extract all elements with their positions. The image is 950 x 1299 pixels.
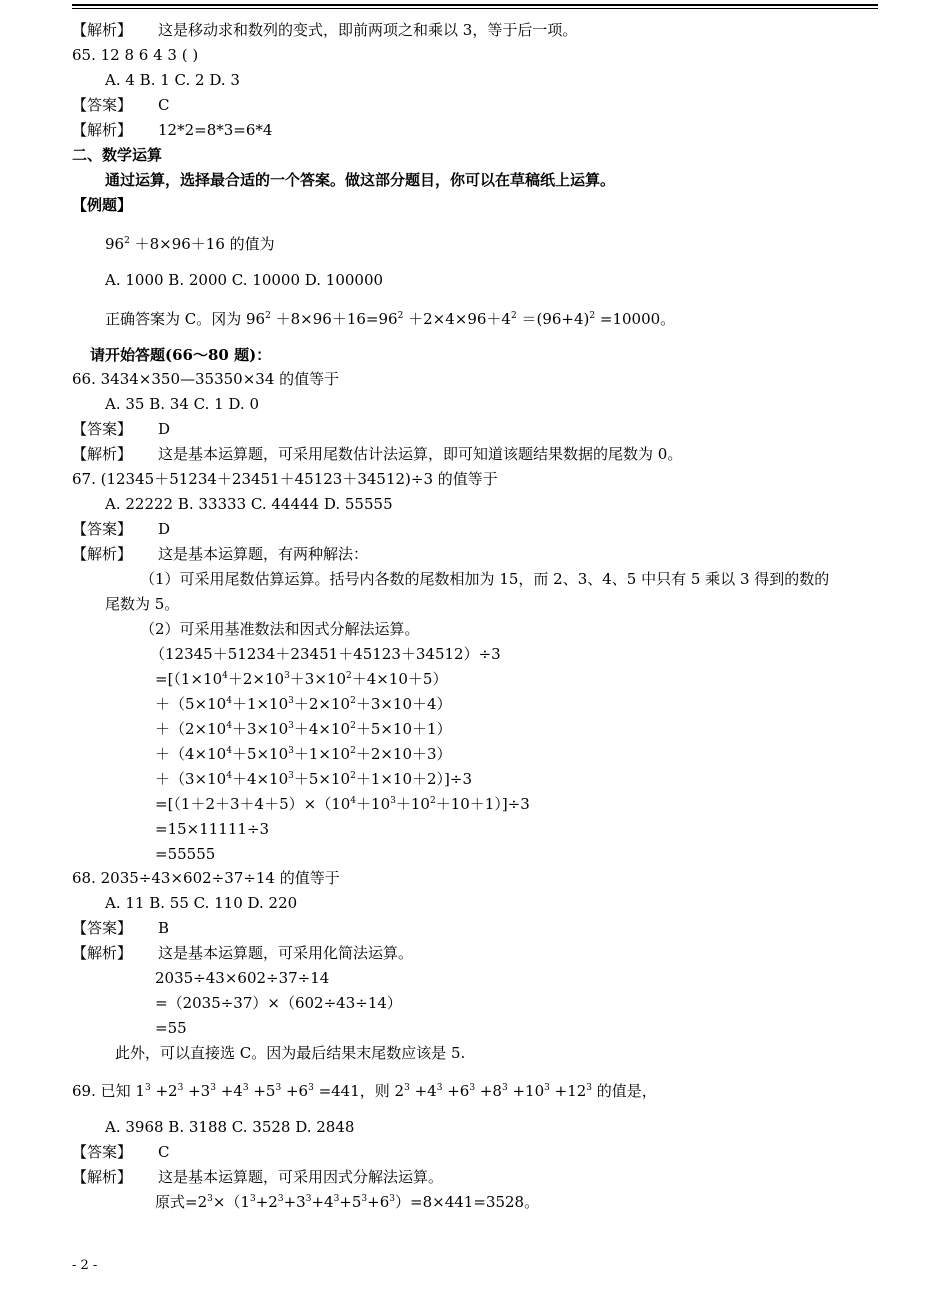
section-title: 二、数学运算 xyxy=(72,146,163,164)
answer-value: D xyxy=(158,520,171,538)
question-68: 68. 2035÷43×602÷37÷14 的值等于 xyxy=(72,869,340,887)
answer-tag: 【答案】 xyxy=(72,1143,133,1161)
analysis-tag: 【解析】 xyxy=(72,445,133,463)
analysis-text: 这是基本运算题，可采用化简法运算。 xyxy=(158,944,414,962)
answer-65 xyxy=(72,95,169,115)
answer-value: C xyxy=(158,96,170,114)
example-answer-p5: =10000。 xyxy=(599,310,676,328)
analysis-65 xyxy=(72,120,272,140)
analysis-text: 这是移动求和数列的变式，即前两项之和乘以 3，等于后一项。 xyxy=(158,21,578,39)
analysis-text: 这是基本运算题，可采用因式分解法运算。 xyxy=(158,1168,444,1186)
options-67: A. 22222 B. 33333 C. 44444 D. 55555 xyxy=(105,495,393,513)
analysis-69 xyxy=(72,1167,443,1187)
question-65: 65. 12 8 6 4 3 ( ) xyxy=(72,46,199,64)
answer-66 xyxy=(72,419,170,439)
header-rule-thin xyxy=(72,8,878,9)
analysis-tag: 【解析】 xyxy=(72,944,133,962)
calc68-note: 此外，可以直接选 C。因为最后结果末尾数应该是 5. xyxy=(115,1044,466,1062)
analysis-64 xyxy=(72,20,577,40)
header-rule-thick xyxy=(72,4,878,6)
answer-67 xyxy=(72,519,170,539)
section-desc: 通过运算，选择最合适的一个答案。做这部分题目，你可以在草稿纸上运算。 xyxy=(105,171,616,189)
analysis-text: 这是基本运算题，有两种解法： xyxy=(158,545,369,563)
analysis-tag: 【解析】 xyxy=(72,121,133,139)
question-66: 66. 3434×350—35350×34 的值等于 xyxy=(72,370,340,388)
calc68-line-3: =55 xyxy=(155,1019,187,1037)
example-answer: 正确答案为 C。冈为 $96^2 +8\times 96+16=96^2 +2\times 4\times 96+4^2 =(96+4)^2 =10000$。 xyxy=(105,310,676,328)
calc-line-3: $+(5\times 10^4+1\times 10^3+2\times 10^2+3\times 10+4)$ xyxy=(155,695,452,713)
analysis-66 xyxy=(72,444,682,464)
start-prompt: 请开始答题(66～80 题)： xyxy=(90,346,272,364)
example-question-rest: ＋8×96＋16 的值为 xyxy=(134,235,275,253)
calc-line-9: =55555 xyxy=(155,845,216,863)
answer-value: C xyxy=(158,1143,170,1161)
options-66: A. 35 B. 34 C. 1 D. 0 xyxy=(105,395,259,413)
calc-line-7: $=[(1+2+3+4+5)\times(10^4+10^3+10^2+10+1)]\div 3$ xyxy=(155,795,530,813)
example-question: $96^2 +8\times 96+16$ 的值为 xyxy=(105,235,275,253)
example-answer-p2: ＋8×96＋16=96 xyxy=(275,310,398,328)
example-answer-p4: ＝(96+4) xyxy=(521,310,590,328)
example-question-base: 96 xyxy=(105,235,125,253)
analysis-text: 12*2=8*3=6*4 xyxy=(158,121,273,139)
analysis-tag: 【解析】 xyxy=(72,1168,133,1186)
options-68: A. 11 B. 55 C. 110 D. 220 xyxy=(105,894,298,912)
options-65: A. 4 B. 1 C. 2 D. 3 xyxy=(105,71,240,89)
calc-line-5: $+(4\times 10^4+5\times 10^3+1\times 10^2+2\times 10+3)$ xyxy=(155,745,452,763)
answer-value: D xyxy=(158,420,171,438)
calc-line-4: $+(2\times 10^4+3\times 10^3+4\times 10^2+5\times 10+1)$ xyxy=(155,720,452,738)
calc-line-2: $=[(1\times 10^4+2\times 10^3+3\times 10^2+4\times 10+5)$ xyxy=(155,670,448,688)
analysis-67 xyxy=(72,544,368,564)
analysis-text: 这是基本运算题，可采用尾数估计法运算，即可知道该题结果数据的尾数为 0。 xyxy=(158,445,683,463)
analysis-tag: 【解析】 xyxy=(72,545,133,563)
answer-tag: 【答案】 xyxy=(72,520,133,538)
calc-line-1: （12345＋51234＋23451＋45123＋34512）÷3 xyxy=(150,645,501,663)
example-options: A. 1000 B. 2000 C. 10000 D. 100000 xyxy=(105,271,384,289)
method-2: （2）可采用基准数法和因式分解法运算。 xyxy=(140,620,420,638)
analysis-tag: 【解析】 xyxy=(72,21,133,39)
answer-tag: 【答案】 xyxy=(72,919,133,937)
question-67: 67. (12345＋51234＋23451＋45123＋34512)÷3 的值等于 xyxy=(72,470,498,488)
calc68-line-1: 2035÷43×602÷37÷14 xyxy=(155,969,330,987)
method-1-line1: （1）可采用尾数估算运算。括号内各数的尾数相加为 15，而 2、3、4、5 中只有 5 乘以 3 得到的数的 xyxy=(140,570,830,588)
example-answer-p3: ＋2×4×96＋4 xyxy=(408,310,511,328)
answer-68 xyxy=(72,918,169,938)
calc68-line-2: =（2035÷37）×（602÷43÷14） xyxy=(155,994,402,1012)
answer-tag: 【答案】 xyxy=(72,96,133,114)
calc-line-6: $+(3\times 10^4+4\times 10^3+5\times 10^2+1\times 10+2)]\div 3$ xyxy=(155,770,473,788)
answer-tag: 【答案】 xyxy=(72,420,133,438)
page-number: - 2 - xyxy=(72,1258,98,1273)
question-69: 69. 已知 $1^3 +2^3 +3^3 +4^3 +5^3 +6^3 =441$，则 $2^3 +4^3 +6^3 +8^3 +10^3 +12^3$ 的值是， xyxy=(72,1082,657,1100)
calc-line-8: =15×11111÷3 xyxy=(155,820,270,838)
example-tag: 【例题】 xyxy=(72,196,133,214)
options-69: A. 3968 B. 3188 C. 3528 D. 2848 xyxy=(105,1118,355,1136)
analysis-68 xyxy=(72,943,413,963)
answer-69 xyxy=(72,1142,169,1162)
example-answer-p1: 正确答案为 C。冈为 96 xyxy=(105,310,266,328)
method-1-line2: 尾数为 5。 xyxy=(105,595,180,613)
calc69-line: 原式$=2^3\times(1^3+2^3+3^3+4^3+5^3+6^3)=8\times 441=3528$。 xyxy=(155,1193,540,1211)
answer-value: B xyxy=(158,919,170,937)
